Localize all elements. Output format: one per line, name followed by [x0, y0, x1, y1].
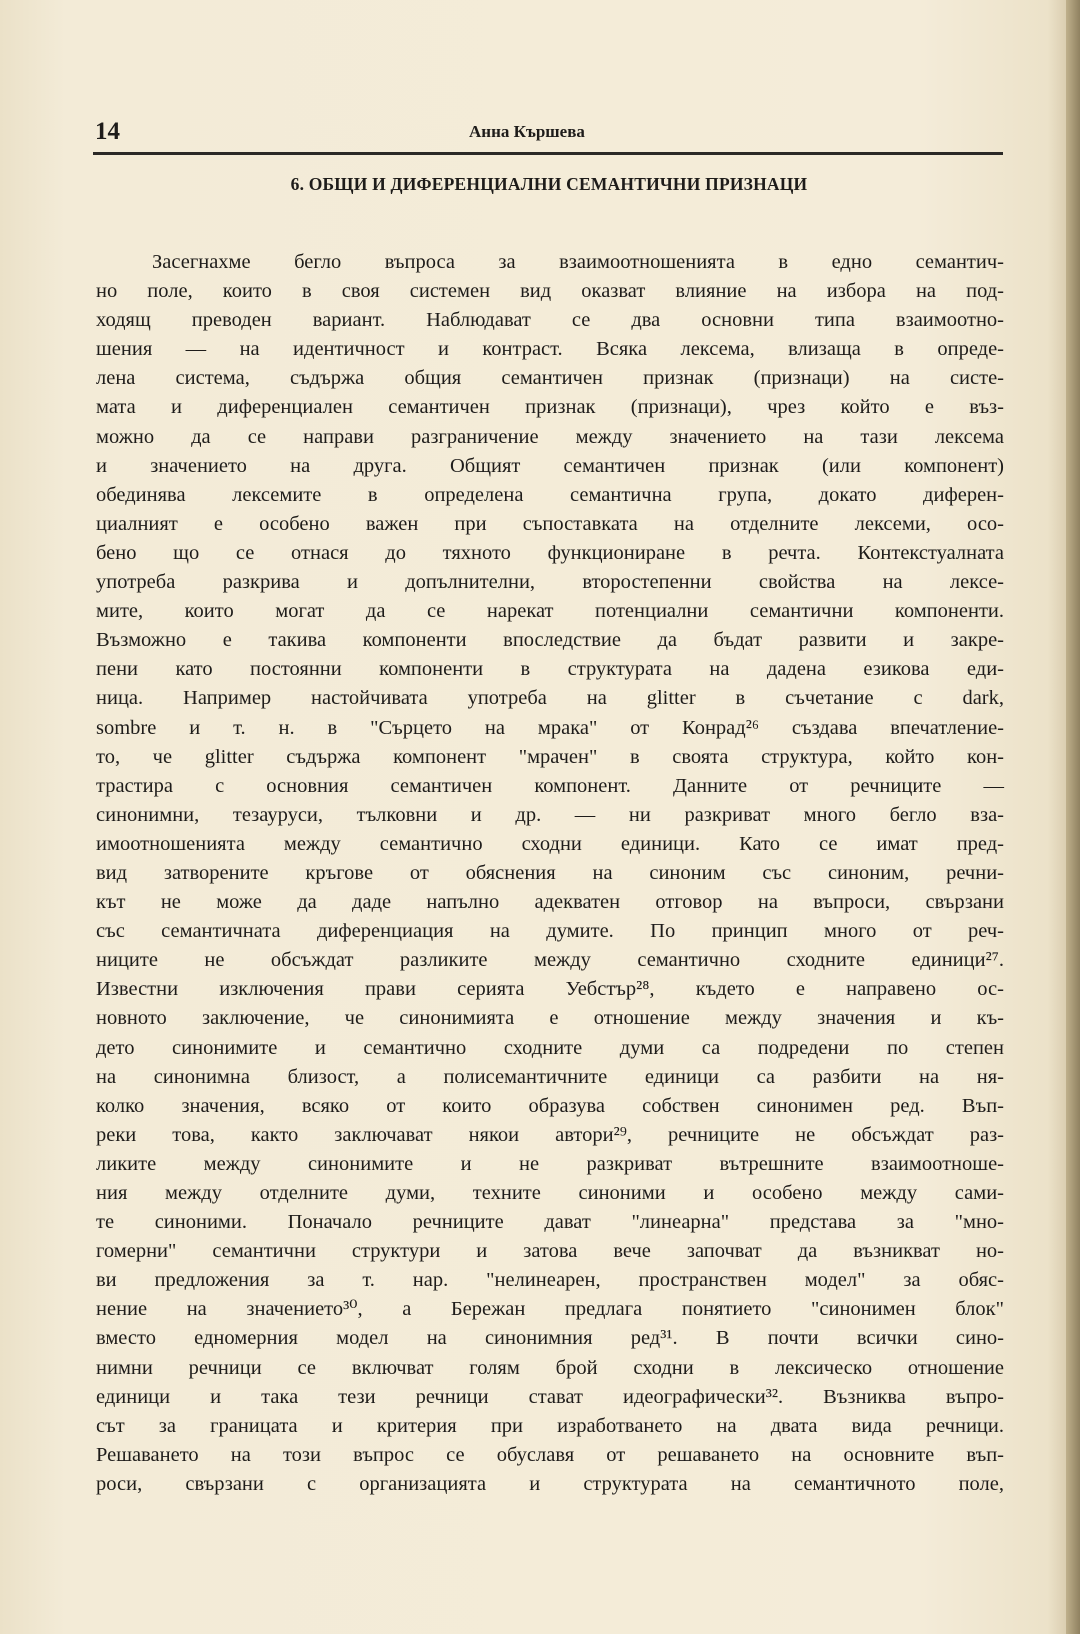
page-edge: [1066, 0, 1080, 1634]
text-line: sombre и т. н. в "Сърцето на мрака" от Конрад²⁶ създава впечатление-: [96, 716, 1004, 739]
text-line: имоотношенията между семантично сходни единици. Като се имат пред-: [96, 832, 1004, 855]
text-line: ница. Например настойчивата употреба на glitter в съчетание с dark,: [96, 687, 1004, 710]
text-line: Решаването на този въпрос се обуславя от решаването на основните въп-: [96, 1443, 1004, 1466]
body-paragraph: [96, 248, 1004, 1499]
text-line: ви предложения за т. нар. "нелинеарен, пространствен модел" за обяс-: [96, 1269, 1004, 1292]
text-line: можно да се направи разграничение между значението на тази лексема: [96, 425, 1004, 448]
text-line: циалният е особено важен при съпоставката на отделните лексеми, осо-: [96, 512, 1004, 535]
text-line: шения — на идентичност и контраст. Всяка лексема, влизаща в опреде-: [96, 338, 1004, 361]
text-line: мата и диференциален семантичен признак (признаци), чрез който е въз-: [96, 396, 1004, 419]
text-line: ниците не обсъждат разликите между семантично сходните единици²⁷.: [96, 949, 1004, 972]
page-header: [95, 112, 1003, 148]
text-line: реки това, както заключават някои автори²⁹, речниците не обсъждат раз-: [96, 1123, 1004, 1146]
text-line: Известни изключения прави серията Уебстър²⁸, където е направено ос-: [96, 978, 1004, 1001]
text-line: вид затворените кръгове от обяснения на синоним със синоним, речни-: [96, 861, 1004, 884]
text-line: единици и така тези речници стават идеографически³². Възниква въпро-: [96, 1385, 1004, 1408]
text-line: на синонимна близост, а полисемантичните единици са разбити на ня-: [96, 1065, 1004, 1088]
text-line: гомерни" семантични структури и затова вече започват да възникват но-: [96, 1240, 1004, 1263]
text-line: нение на значението³⁰, а Бережан предлага понятието "синонимен блок": [96, 1298, 1004, 1321]
text-line: и значението на друга. Общият семантичен признак (или компонент): [96, 454, 1004, 477]
text-line: дето синонимите и семантично сходните думи са подредени по степен: [96, 1036, 1004, 1059]
header-rule: [93, 152, 1003, 155]
page-number: 14: [95, 118, 120, 145]
text-line: ния между отделните думи, техните синоними и особено между сами-: [96, 1182, 1004, 1204]
text-line: бено що се отнася до тяхното функциониране в речта. Контекстуалната: [96, 541, 1004, 564]
section-title: 6. ОБЩИ И ДИФЕРЕНЦИАЛНИ СЕМАНТИЧНИ ПРИЗНАЦИ: [290, 174, 808, 194]
text-line: пени като постоянни компоненти в структурата на дадена езикова еди-: [96, 658, 1004, 681]
text-line: лена система, съдържа общия семантичен признак (признаци) на систе-: [96, 367, 1004, 390]
text-line: колко значения, всяко от които образува собствен синонимен ред. Въп-: [96, 1094, 1004, 1117]
text-line: ходящ преводен вариант. Наблюдават се два основни типа взаимоотно-: [96, 309, 1004, 332]
text-line: синонимни, тезауруси, тълковни и др. — ни разкриват много бегло вза-: [96, 803, 1004, 826]
text-line: то, че glitter съдържа компонент "мрачен" в своята структура, който кон-: [96, 745, 1004, 768]
text-line: вместо едномерния модел на синонимния ред³¹. В почти всички сино-: [96, 1327, 1004, 1350]
text-line: те синоними. Поначало речниците дават "линеарна" представа за "мно-: [96, 1211, 1004, 1234]
text-line: кът не може да даде напълно адекватен отговор на въпроси, свързани: [96, 891, 1004, 914]
text-line: сът за границата и критерия при изработването на двата вида речници.: [96, 1414, 1004, 1437]
text-line: ликите между синонимите и не разкриват вътрешните взаимоотноше-: [96, 1152, 1004, 1175]
text-line: обединява лексемите в определена семантична група, докато диферен-: [96, 483, 1004, 506]
text-line: роси, свързани с организацията и структурата на семантичното поле,: [96, 1472, 1004, 1495]
text-line: трастира с основния семантичен компонент. Данните от речниците —: [96, 774, 1004, 797]
text-line: употреба разкрива и допълнителни, второстепенни свойства на лексе-: [96, 571, 1004, 594]
text-line: нимни речници се включват голям брой сходни в лексическо отношение: [96, 1356, 1004, 1379]
text-line: Засегнахме бегло въпроса за взаимоотношенията в едно семантич-: [152, 251, 1004, 273]
text-line: мите, които могат да се нарекат потенциални семантични компоненти.: [96, 600, 1004, 623]
text-line: новното заключение, че синонимията е отношение между значения и къ-: [96, 1007, 1004, 1030]
text-line: Възможно е такива компоненти впоследствие да бъдат развити и закре-: [96, 629, 1004, 652]
text-line: но поле, които в своя системен вид оказват влияние на избора на под-: [96, 280, 1004, 303]
running-head: Анна Кършева: [469, 122, 585, 141]
text-line: със семантичната диференциация на думите. По принцип много от реч-: [96, 920, 1004, 943]
